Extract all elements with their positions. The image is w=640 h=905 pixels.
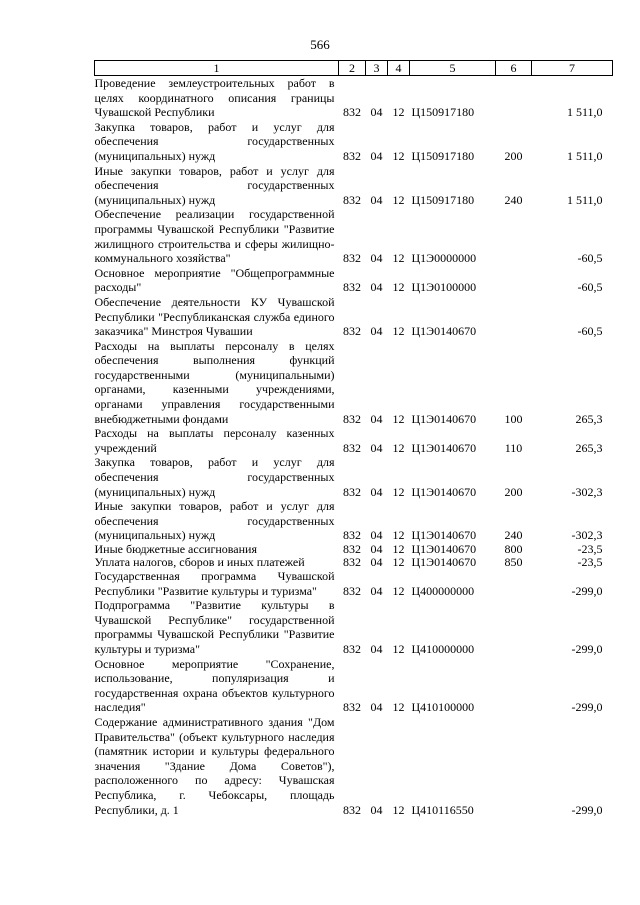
row-code-target: Ц1Э0140670 [411,528,477,543]
row-code-admin: 832 [343,583,361,598]
table-row [95,569,613,598]
row-code-expense-type [496,657,532,715]
row-code-admin: 832 [343,641,361,656]
row-code-expense-type [496,569,532,598]
table-row [95,499,613,543]
row-code-target: Ц1Э0140670 [411,484,477,499]
row-code-target: Ц1Э0100000 [411,280,477,295]
row-code-subsection: 12 [392,700,405,715]
row-code-admin: 832 [343,440,361,455]
row-amount: 1 511,0 [566,192,603,207]
table-row [95,295,613,339]
row-code-section: 04 [370,641,383,656]
table-row [95,339,613,427]
row-code-expense-type: 200 [504,148,523,163]
row-code-subsection: 12 [392,484,405,499]
row-name: Основное мероприятие "Общепрограммные расходы" [94,265,335,295]
row-code-admin: 832 [343,555,361,569]
row-amount: -23,5 [577,555,603,569]
row-code-subsection: 12 [392,440,405,455]
row-code-subsection: 12 [392,555,405,569]
row-code-expense-type [496,76,532,120]
row-name: Закупка товаров, работ и услуг для обеспечения государственных (муниципальных) нужд [94,119,335,163]
column-header-3: 3 [366,61,388,76]
row-code-subsection: 12 [392,802,405,817]
row-name: Иные закупки товаров, работ и услуг для обеспечения государственных (муниципальных) нужд [94,163,335,207]
table-row [95,657,613,715]
row-amount: -60,5 [577,251,603,266]
row-code-admin: 832 [343,411,361,426]
row-code-subsection: 12 [392,583,405,598]
row-code-expense-type [496,598,532,656]
row-code-subsection: 12 [392,542,405,556]
row-code-expense-type [496,207,532,265]
row-code-admin: 832 [343,528,361,543]
row-code-section: 04 [370,324,383,339]
row-name: Иные бюджетные ассигнования [94,542,257,556]
row-code-expense-type: 800 [504,542,523,556]
row-code-target: Ц410000000 [411,641,475,656]
table-row [95,207,613,265]
row-code-target: Ц1Э0140670 [411,555,477,569]
table-row [95,266,613,295]
column-header-2: 2 [339,61,366,76]
row-code-expense-type: 240 [504,192,523,207]
row-code-admin: 832 [343,484,361,499]
row-amount: -60,5 [577,280,603,295]
row-code-subsection: 12 [392,105,405,120]
row-code-target: Ц410100000 [411,700,475,715]
budget-table [94,60,613,817]
row-code-expense-type [496,266,532,295]
column-header-1: 1 [95,61,339,76]
row-code-target: Ц1Э0000000 [411,251,477,266]
row-code-subsection: 12 [392,148,405,163]
row-name: Уплата налогов, сборов и иных платежей [94,555,305,569]
row-code-section: 04 [370,542,383,556]
row-code-target: Ц150917180 [411,148,475,163]
row-name: Расходы на выплаты персоналу казенных учреждений [94,426,335,455]
row-amount: -299,0 [571,583,603,598]
row-code-admin: 832 [343,324,361,339]
row-code-admin: 832 [343,542,361,556]
row-code-subsection: 12 [392,411,405,426]
row-code-admin: 832 [343,700,361,715]
row-code-section: 04 [370,148,383,163]
row-code-section: 04 [370,484,383,499]
row-name: Обеспечение деятельности КУ Чувашской Республики "Республиканская служба единого заказчика" Минстроя Чувашии [94,294,335,339]
row-code-admin: 832 [343,802,361,817]
row-amount: -302,3 [571,528,603,543]
row-code-section: 04 [370,528,383,543]
table-header-row [95,61,613,76]
row-code-subsection: 12 [392,324,405,339]
row-name: Содержание административного здания "Дом Правительства" (объект культурного наследия (памятник истории и культуры федерального значения "Здание Дома Советов"), расположенного по адресу: Чувашская Республика, г. Чебоксары, площадь Республики, д. 1 [94,714,335,817]
row-name: Государственная программа Чувашской Республики "Развитие культуры и туризма" [94,569,335,598]
row-code-target: Ц1Э0140670 [411,411,477,426]
row-code-section: 04 [370,802,383,817]
row-code-target: Ц410116550 [411,802,474,817]
row-code-expense-type: 100 [504,411,523,426]
row-amount: 265,3 [575,411,603,426]
column-header-4: 4 [388,61,410,76]
row-code-target: Ц1Э0140670 [411,324,477,339]
table-row [95,120,613,164]
table-row [95,164,613,208]
row-code-target: Ц150917180 [411,105,475,120]
row-code-target: Ц1Э0140670 [411,440,477,455]
row-name: Основное мероприятие "Сохранение, использование, популяризация и государственная охрана объектов культурного наследия" [94,656,335,715]
row-code-section: 04 [370,700,383,715]
row-code-subsection: 12 [392,251,405,266]
row-amount: 1 511,0 [566,148,603,163]
row-code-expense-type: 110 [504,440,523,455]
row-code-subsection: 12 [392,280,405,295]
page-number: 566 [310,37,330,52]
row-code-expense-type: 200 [504,484,523,499]
row-code-section: 04 [370,105,383,120]
row-code-section: 04 [370,251,383,266]
row-code-admin: 832 [343,251,361,266]
row-code-section: 04 [370,192,383,207]
row-amount: 265,3 [575,440,603,455]
row-amount: 1 511,0 [566,105,603,120]
row-code-admin: 832 [343,148,361,163]
row-code-expense-type [496,295,532,339]
row-amount: -60,5 [577,324,603,339]
row-code-expense-type [496,715,532,817]
column-header-6: 6 [496,61,532,76]
table-row [95,426,613,455]
table-row [95,715,613,817]
row-code-target: Ц1Э0140670 [411,542,477,556]
row-code-section: 04 [370,411,383,426]
row-code-admin: 832 [343,105,361,120]
row-code-expense-type: 850 [504,555,523,569]
row-name: Закупка товаров, работ и услуг для обеспечения государственных (муниципальных) нужд [94,455,335,499]
row-name: Расходы на выплаты персоналу в целях обеспечения выполнения функций государственными (муниципальными) органами, казенными учреждениями, органами управления государственными внебюджетными фондами [94,338,335,426]
row-amount: -23,5 [577,542,603,556]
row-code-admin: 832 [343,192,361,207]
row-code-section: 04 [370,440,383,455]
row-code-section: 04 [370,555,383,569]
row-code-expense-type: 240 [504,528,523,543]
table-body [95,76,613,818]
row-name: Подпрограмма "Развитие культуры в Чувашской Республике" государственной программы Чувашской Республики "Развитие культуры и туризма" [94,598,335,656]
row-code-target: Ц400000000 [411,583,475,598]
row-code-section: 04 [370,280,383,295]
row-name: Иные закупки товаров, работ и услуг для обеспечения государственных (муниципальных) нужд [94,499,335,543]
row-amount: -302,3 [571,484,603,499]
table-row [95,556,613,569]
row-amount: -299,0 [571,641,603,656]
row-name: Обеспечение реализации государственной программы Чувашской Республики "Развитие жилищного строительства и сферы жилищно-коммунального хозяйства" [94,207,335,266]
table-row [95,76,613,120]
table-row [95,455,613,499]
row-code-admin: 832 [343,280,361,295]
row-amount: -299,0 [571,700,603,715]
row-code-section: 04 [370,583,383,598]
row-code-subsection: 12 [392,192,405,207]
column-header-7: 7 [532,61,613,76]
column-header-5: 5 [410,61,496,76]
row-code-target: Ц150917180 [411,192,475,207]
row-name: Проведение землеустроительных работ в целях координатного описания границы Чувашской Республики [94,76,335,120]
row-code-subsection: 12 [392,528,405,543]
row-code-subsection: 12 [392,641,405,656]
table-row [95,598,613,656]
row-amount: -299,0 [571,802,603,817]
